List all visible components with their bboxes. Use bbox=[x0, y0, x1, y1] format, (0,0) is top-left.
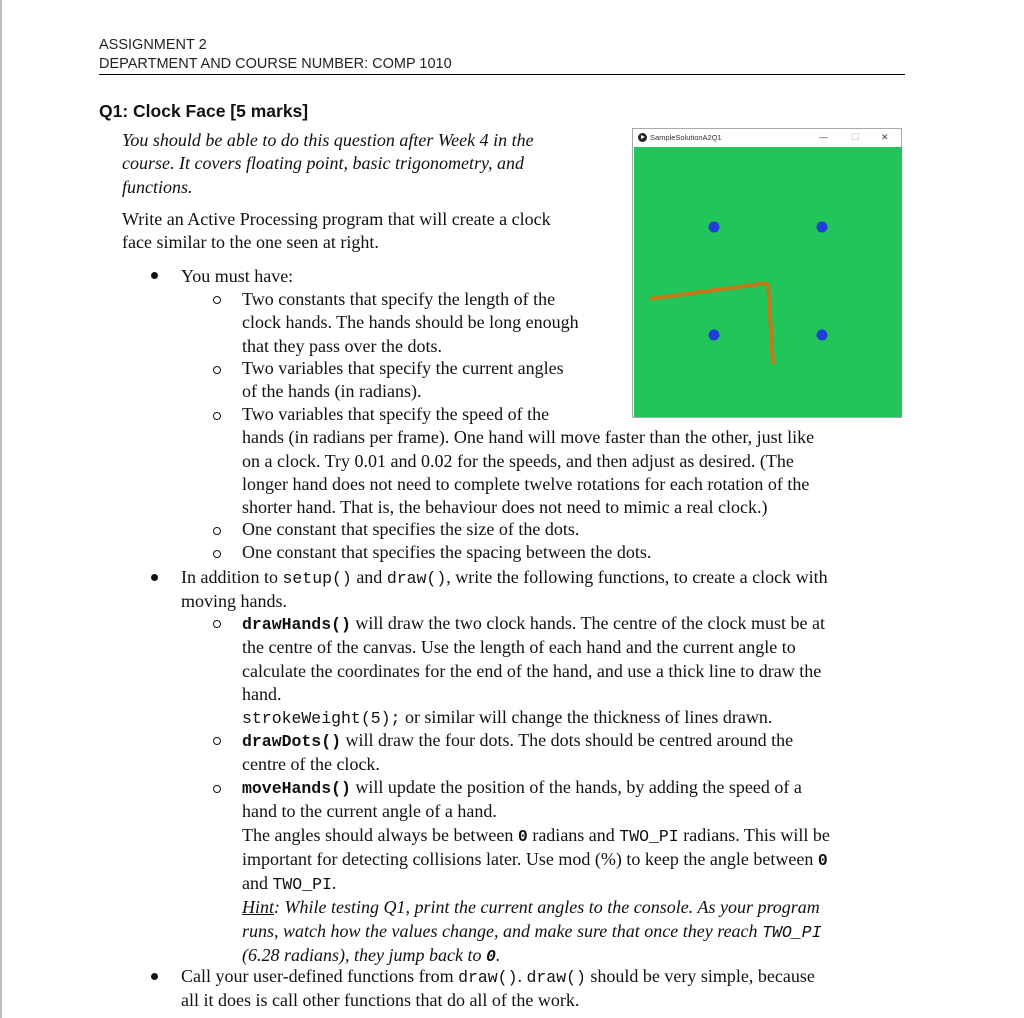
text-line: that they pass over the dots. bbox=[242, 335, 442, 356]
clock-hand-long bbox=[650, 283, 768, 299]
text: and bbox=[242, 873, 273, 894]
text-line bbox=[181, 965, 815, 989]
task-line: Write an Active Processing program that will create a clock bbox=[122, 209, 551, 229]
code-drawhands: drawHands() bbox=[242, 615, 351, 634]
processing-app-icon bbox=[638, 133, 647, 142]
dot-top-right bbox=[817, 222, 828, 233]
code-strokeweight: strokeWeight(5); bbox=[242, 709, 401, 729]
sub-bullet-marker bbox=[213, 785, 221, 793]
text: . bbox=[331, 873, 337, 894]
assignment-label: ASSIGNMENT 2 bbox=[99, 37, 207, 53]
text: radians. This will be bbox=[678, 824, 830, 845]
intro-line: You should be able to do this question after Week 4 in the bbox=[122, 130, 534, 150]
text: (6.28 radians), they jump back to bbox=[242, 945, 486, 966]
text-line: hand. bbox=[242, 683, 282, 704]
question-intro bbox=[122, 129, 534, 199]
text: will draw the four dots. The dots should be centred around the bbox=[341, 730, 794, 750]
hint-line bbox=[242, 896, 830, 919]
intro-line: course. It covers floating point, basic trigonometry, and bbox=[122, 153, 524, 174]
sub-item-drawdots bbox=[242, 729, 793, 777]
text-line: centre of the clock. bbox=[242, 754, 380, 775]
code-zero: 0 bbox=[517, 826, 528, 846]
text-line: on a clock. Try 0.01 and 0.02 for the speeds, and then adjust as desired. (The bbox=[242, 450, 794, 471]
text-line bbox=[242, 776, 830, 800]
intro-line: functions. bbox=[122, 176, 193, 197]
dot-bottom-left bbox=[709, 330, 720, 341]
text-line: hand to the current angle of a hand. bbox=[242, 801, 497, 822]
code-zero: 0 bbox=[485, 947, 496, 967]
bullet-marker bbox=[151, 973, 158, 980]
code-two-pi: TWO_PI bbox=[619, 826, 679, 846]
question-title: Q1: Clock Face [5 marks] bbox=[99, 101, 309, 121]
text: should be very simple, because bbox=[585, 966, 815, 986]
bullet-write-functions bbox=[181, 566, 828, 614]
text-line bbox=[242, 872, 830, 896]
text-line bbox=[242, 729, 793, 753]
department-course-label: DEPARTMENT AND COURSE NUMBER: COMP 1010 bbox=[99, 56, 452, 72]
text: . bbox=[495, 945, 501, 966]
text: : While testing Q1, print the current angles to the console. As your program bbox=[274, 897, 820, 918]
text: will update the position of the hands, by adding the speed of a bbox=[350, 777, 802, 797]
sub-bullet-marker bbox=[213, 527, 221, 535]
text-line: clock hands. The hands should be long enough bbox=[242, 312, 579, 333]
sub-bullet-marker bbox=[213, 737, 221, 745]
sub-bullet-marker bbox=[213, 620, 221, 628]
text-line: Two variables that specify the speed of the bbox=[242, 404, 550, 424]
sub-bullet-marker bbox=[213, 296, 221, 304]
code-two-pi: TWO_PI bbox=[762, 922, 822, 942]
text: and bbox=[351, 567, 387, 587]
sub-item-speed-variables bbox=[242, 403, 814, 519]
bullet-call-functions bbox=[181, 965, 815, 1013]
text-line bbox=[181, 566, 828, 590]
code-zero: 0 bbox=[817, 850, 828, 870]
text-line: calculate the coordinates for the end of the hand, and use a thick line to draw the bbox=[242, 660, 822, 681]
text-line: the centre of the canvas. Use the length of each hand and the current angle to bbox=[242, 637, 796, 658]
text-line bbox=[242, 848, 830, 872]
text-line bbox=[242, 612, 825, 636]
text: Call your user-defined functions from bbox=[181, 966, 459, 986]
text-line: all it does is call other functions that do all of the work. bbox=[181, 990, 580, 1011]
sample-solution-window bbox=[632, 128, 902, 418]
code-movehands: moveHands() bbox=[242, 779, 351, 798]
sub-item-dot-size: One constant that specifies the size of the dots. bbox=[242, 519, 580, 539]
clock-face bbox=[634, 147, 902, 417]
sub-bullet-marker bbox=[213, 550, 221, 558]
sub-bullet-marker bbox=[213, 412, 221, 420]
code-drawdots: drawDots() bbox=[242, 732, 342, 751]
maximize-button[interactable]: ☐ bbox=[851, 132, 860, 142]
text-line: Two constants that specify the length of the bbox=[242, 289, 556, 309]
sub-bullet-marker bbox=[213, 366, 221, 374]
text-line: hands (in radians per frame). One hand will move faster than the other, just like bbox=[242, 427, 815, 448]
text-line: longer hand does not need to complete twelve rotations for each rotation of the bbox=[242, 473, 810, 494]
code-two-pi: TWO_PI bbox=[272, 875, 332, 895]
sub-item-dot-spacing: One constant that specifies the spacing between the dots. bbox=[242, 542, 652, 562]
bullet-marker bbox=[151, 574, 158, 581]
text: In addition to bbox=[181, 567, 283, 587]
text-line: Two variables that specify the current angles bbox=[242, 358, 564, 378]
dot-top-left bbox=[709, 222, 720, 233]
window-titlebar bbox=[633, 129, 901, 147]
sub-item-drawhands bbox=[242, 612, 825, 730]
text-line: shorter hand. That is, the behaviour does not need to mimic a real clock.) bbox=[242, 497, 768, 518]
bullet-marker bbox=[151, 272, 158, 279]
dot-bottom-right bbox=[817, 330, 828, 341]
text: important for detecting collisions later. Use mod (%) to keep the angle between bbox=[242, 848, 818, 869]
text: runs, watch how the values change, and make sure that once they reach bbox=[242, 920, 763, 941]
text: The angles should always be between bbox=[242, 824, 518, 845]
sub-item-angle-variables bbox=[242, 357, 564, 404]
code-setup: setup() bbox=[282, 569, 352, 588]
text: will draw the two clock hands. The centre of the clock must be at bbox=[350, 613, 825, 633]
sketch-canvas bbox=[634, 147, 902, 417]
page-edge bbox=[0, 0, 2, 1018]
text-line bbox=[242, 706, 825, 730]
header-divider bbox=[99, 74, 905, 75]
text-line: of the hands (in radians). bbox=[242, 381, 422, 402]
sub-item-movehands bbox=[242, 776, 830, 968]
sub-item-hand-length-constants bbox=[242, 288, 579, 358]
task-line: face similar to the one seen at right. bbox=[122, 232, 379, 253]
code-draw: draw() bbox=[386, 569, 447, 588]
window-title: SampleSolutionA2Q1 bbox=[650, 133, 722, 142]
document-header bbox=[99, 36, 905, 74]
close-button[interactable]: ✕ bbox=[881, 132, 889, 142]
text: , write the following functions, to create a clock with bbox=[446, 567, 828, 587]
text: . bbox=[517, 966, 527, 986]
bullet-you-must-have: You must have: bbox=[181, 266, 294, 286]
code-draw: draw() bbox=[458, 968, 518, 987]
hint-label: Hint bbox=[242, 897, 275, 918]
text: or similar will change the thickness of lines drawn. bbox=[400, 707, 773, 728]
text-line bbox=[242, 824, 830, 848]
code-draw: draw() bbox=[526, 968, 586, 987]
clock-hand-short bbox=[768, 283, 773, 364]
question-task bbox=[122, 208, 551, 255]
minimize-button[interactable]: — bbox=[819, 132, 828, 142]
text: radians and bbox=[527, 824, 620, 845]
hint-line bbox=[242, 920, 830, 944]
text-line: moving hands. bbox=[181, 591, 287, 612]
